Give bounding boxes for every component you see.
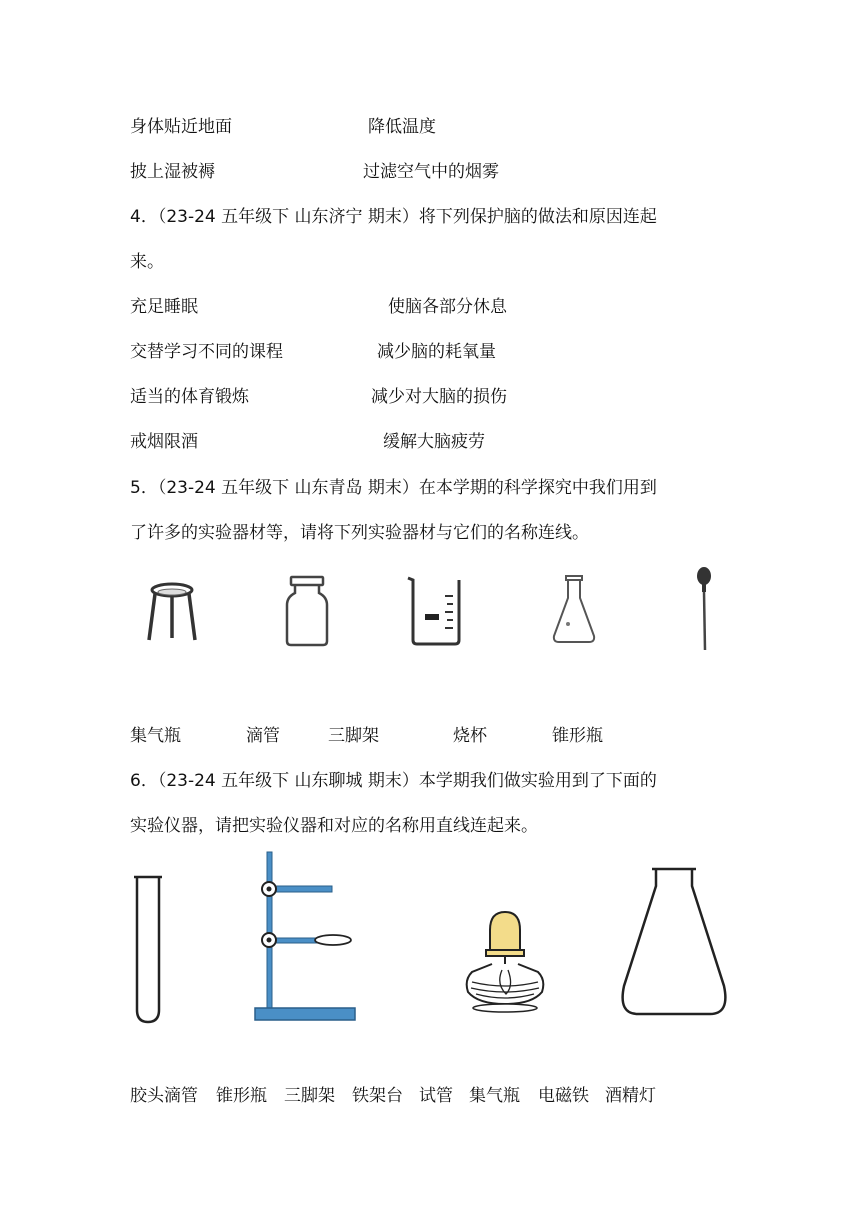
q6-stem-line2: 实验仪器，请把实验仪器和对应的名称用直线连起来。 bbox=[130, 816, 538, 836]
q5-stem-line1: 5．（23-24 五年级下 山东青岛 期末）在本学期的科学探究中我们用到 bbox=[130, 478, 657, 498]
q4-right-2: 减少脑的耗氧量 bbox=[377, 342, 496, 362]
q4-right-3: 减少对大脑的损伤 bbox=[371, 387, 507, 407]
q3-right-2: 过滤空气中的烟雾 bbox=[363, 162, 499, 182]
q3-left-1: 身体贴近地面 bbox=[130, 117, 232, 137]
iron-stand-icon bbox=[245, 850, 357, 1024]
gas-jar-icon bbox=[283, 575, 331, 647]
q6-name-5: 试管 bbox=[419, 1086, 453, 1106]
q6-name-2: 锥形瓶 bbox=[216, 1086, 267, 1106]
alcohol-lamp-icon bbox=[462, 908, 548, 1018]
large-conical-flask-icon bbox=[618, 866, 730, 1018]
q5-name-3: 三脚架 bbox=[328, 726, 379, 746]
conical-flask-icon bbox=[550, 574, 598, 646]
q4-stem-line2: 来。 bbox=[130, 252, 164, 272]
beaker-icon bbox=[405, 574, 465, 646]
q4-left-4: 戒烟限酒 bbox=[130, 432, 198, 452]
q5-name-4: 烧杯 bbox=[453, 726, 487, 746]
q6-name-7: 电磁铁 bbox=[538, 1086, 589, 1106]
q6-stem-line1: 6．（23-24 五年级下 山东聊城 期末）本学期我们做实验用到了下面的 bbox=[130, 771, 657, 791]
q4-right-1: 使脑各部分休息 bbox=[388, 297, 507, 317]
q3-right-1: 降低温度 bbox=[368, 117, 436, 137]
test-tube-icon bbox=[132, 874, 164, 1026]
q6-name-1: 胶头滴管 bbox=[130, 1086, 198, 1106]
dropper-icon bbox=[692, 566, 716, 654]
q5-name-1: 集气瓶 bbox=[130, 726, 181, 746]
q4-stem-line1: 4．（23-24 五年级下 山东济宁 期末）将下列保护脑的做法和原因连起 bbox=[130, 207, 657, 227]
tripod-icon bbox=[145, 580, 200, 645]
q3-left-2: 披上湿被褥 bbox=[130, 162, 215, 182]
q6-name-8: 酒精灯 bbox=[605, 1086, 656, 1106]
q4-left-3: 适当的体育锻炼 bbox=[130, 387, 249, 407]
q4-right-4: 缓解大脑疲劳 bbox=[383, 432, 485, 452]
q4-left-2: 交替学习不同的课程 bbox=[130, 342, 283, 362]
q6-name-4: 铁架台 bbox=[352, 1086, 403, 1106]
q5-name-2: 滴管 bbox=[246, 726, 280, 746]
q5-stem-line2: 了许多的实验器材等，请将下列实验器材与它们的名称连线。 bbox=[130, 523, 589, 543]
q6-name-3: 三脚架 bbox=[284, 1086, 335, 1106]
q5-name-5: 锥形瓶 bbox=[552, 726, 603, 746]
q6-name-6: 集气瓶 bbox=[469, 1086, 520, 1106]
q4-left-1: 充足睡眠 bbox=[130, 297, 198, 317]
